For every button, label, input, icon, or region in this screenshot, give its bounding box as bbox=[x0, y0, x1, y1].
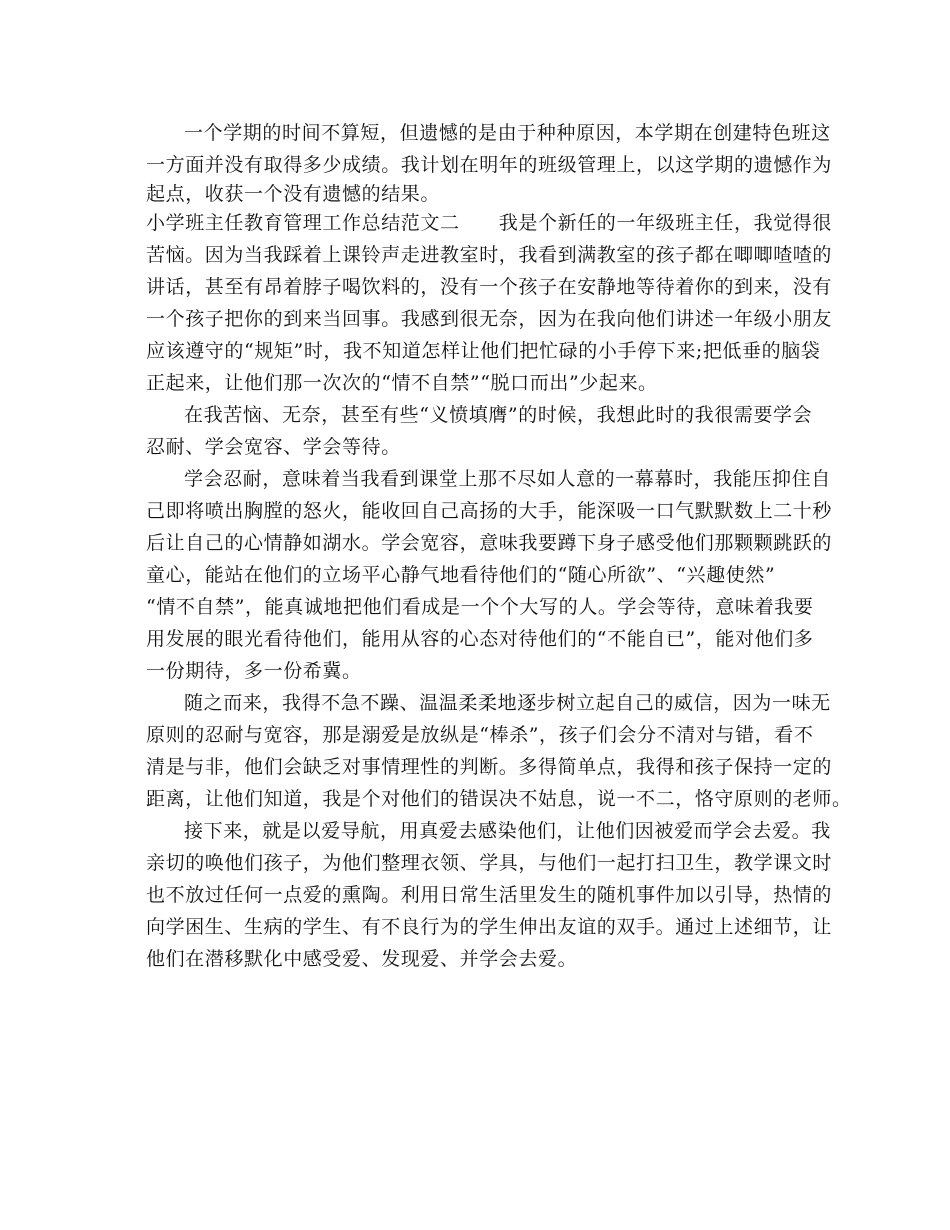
paragraph-4-line-1: 学会忍耐，意味着当我看到课堂上那不尽如人意的一幕幕时，我能压抑住自 bbox=[184, 468, 831, 490]
paragraph-4-line-3: 后让自己的心情静如湖水。学会宽容，意味我要蹲下身子感受他们那颗颗跳跃的 bbox=[146, 532, 833, 554]
paragraph-1-line-2: 一方面并没有取得多少成绩。我计划在明年的班级管理上，以这学期的遗憾作为 bbox=[146, 154, 833, 176]
document-page bbox=[146, 117, 852, 975]
paragraph-3-line-2: 忍耐、学会宽容、学会等待。 bbox=[146, 436, 401, 458]
paragraph-5-line-4: 距离，让他们知道，我是个对他们的错误决不姑息，说一不二，恪守原则的老师。 bbox=[146, 788, 852, 810]
paragraph-1-line-3: 起点，收获一个没有遗憾的结果。 bbox=[146, 183, 441, 205]
paragraph-2-line-4: 一个孩子把你的到来当回事。我感到很无奈，因为在我向他们讲述一年级小朋友 bbox=[146, 308, 833, 330]
paragraph-2-line-3: 讲话，甚至有昂着脖子喝饮料的，没有一个孩子在安静地等待着你的到来，没有 bbox=[146, 276, 833, 298]
paragraph-4-line-4: 童心，能站在他们的立场平心静气地看待他们的“随心所欲”、“兴趣使然” bbox=[146, 564, 776, 586]
paragraph-2-line-6: 正起来，让他们那一次次的“情不自禁”“脱口而出”少起来。 bbox=[146, 372, 658, 394]
paragraph-4-line-5: “情不自禁”，能真诚地把他们看成是一个个大写的人。学会等待，意味着我要 bbox=[146, 596, 814, 618]
paragraph-5-line-1: 随之而来，我得不急不躁、温温柔柔地逐步树立起自己的威信，因为一味无 bbox=[184, 692, 831, 714]
paragraph-6-line-2: 亲切的唤他们孩子，为他们整理衣领、学具，与他们一起打扫卫生，教学课文时 bbox=[146, 852, 833, 874]
paragraph-5-line-2: 原则的忍耐与宽容，那是溺爱是放纵是“棒杀”，孩子们会分不清对与错，看不 bbox=[146, 724, 814, 746]
paragraph-6-line-5: 他们在潜移默化中感受爱、发现爱、并学会去爱。 bbox=[146, 948, 578, 970]
paragraph-6-line-4: 向学困生、生病的学生、有不良行为的学生伸出友谊的双手。通过上述细节，让 bbox=[146, 916, 833, 938]
paragraph-4-line-6: 用发展的眼光看待他们，能用从容的心态对待他们的“不能自已”，能对他们多 bbox=[146, 628, 814, 650]
paragraph-6-line-1: 接下来，就是以爱导航，用真爱去感染他们，让他们因被爱而学会去爱。我 bbox=[184, 820, 831, 842]
paragraph-4-line-7: 一份期待，多一份希冀。 bbox=[146, 660, 362, 682]
paragraph-5-line-3: 清是与非，他们会缺乏对事情理性的判断。多得简单点，我得和孩子保持一定的 bbox=[146, 756, 833, 778]
paragraph-1-line-1: 一个学期的时间不算短，但遗憾的是由于种种原因，本学期在创建特色班这 bbox=[184, 122, 831, 144]
paragraph-3-line-1: 在我苦恼、无奈，甚至有些“义愤填膺”的时候，我想此时的我很需要学会 bbox=[184, 404, 813, 426]
paragraph-4-line-2: 己即将喷出胸膛的怒火，能收回自己高扬的大手，能深吸一口气默默数上二十秒 bbox=[146, 500, 833, 522]
paragraph-6-line-3: 也不放过任何一点爱的熏陶。利用日常生活里发生的随机事件加以引导，热情的 bbox=[146, 884, 833, 906]
paragraph-2-line-5: 应该遵守的“规矩”时，我不知道怎样让他们把忙碌的小手停下来;把低垂的脑袋 bbox=[146, 340, 821, 362]
paragraph-2-line-2: 苦恼。因为当我踩着上课铃声走进教室时，我看到满教室的孩子都在唧唧喳喳的 bbox=[146, 244, 833, 266]
section-heading-line: 小学班主任教育管理工作总结范文二 我是个新任的一年级班主任，我觉得很 bbox=[146, 212, 833, 234]
